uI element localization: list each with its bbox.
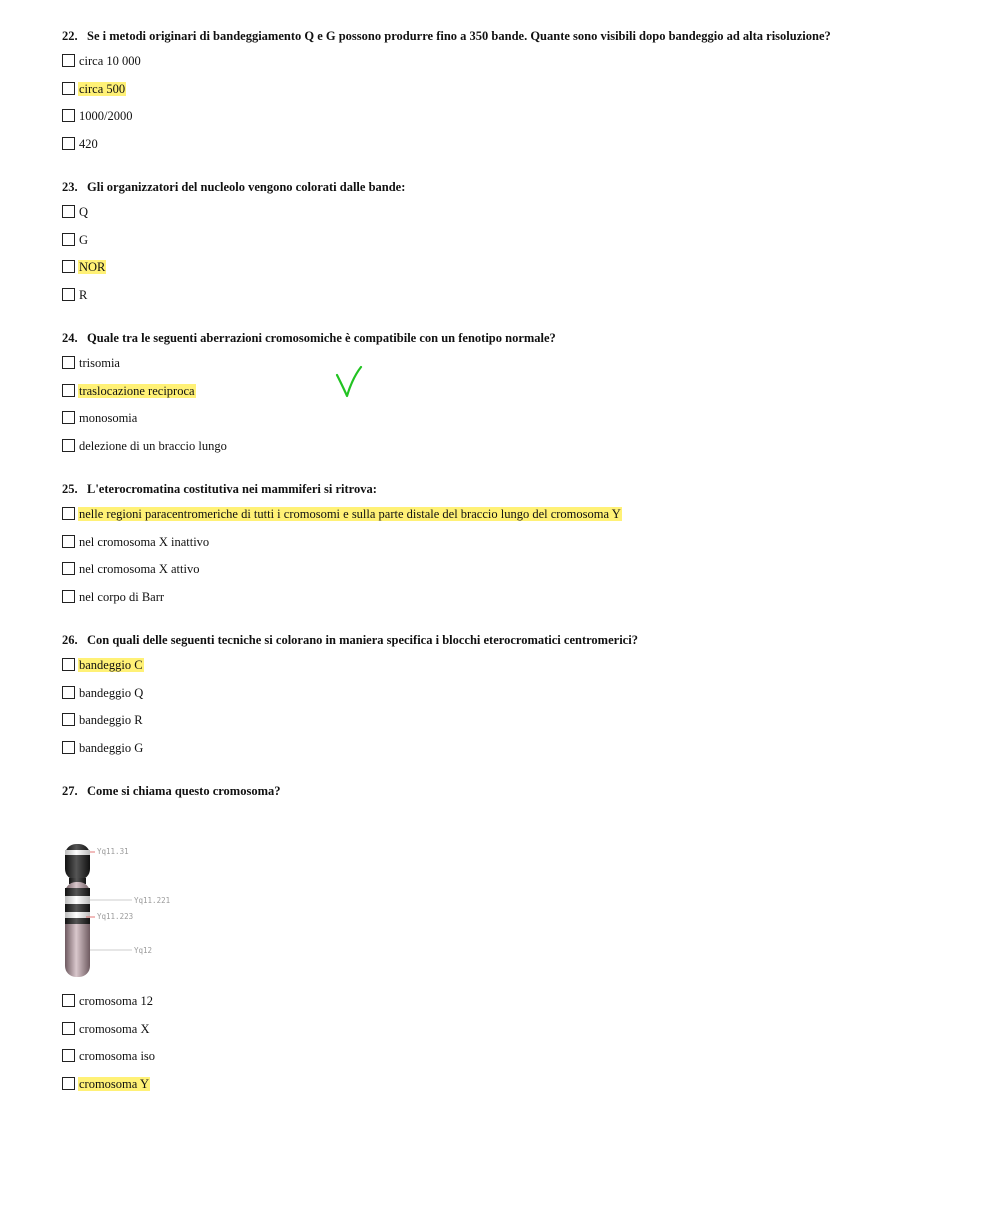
option-label: nel cromosoma X inattivo: [79, 534, 210, 549]
question-25: [62, 481, 962, 617]
option-label: monosomia: [79, 411, 138, 426]
option-label: G: [79, 232, 89, 247]
option-item[interactable]: [62, 658, 962, 686]
option-checkbox[interactable]: [62, 233, 75, 246]
option-checkbox[interactable]: [62, 1022, 75, 1035]
option-label: bandeggio Q: [79, 685, 144, 700]
question-title: [62, 632, 962, 648]
option-label: cromosoma X: [79, 1021, 150, 1036]
option-checkbox[interactable]: [62, 54, 75, 67]
option-checkbox[interactable]: [62, 713, 75, 726]
option-label: 420: [79, 136, 98, 151]
option-item[interactable]: [62, 686, 962, 714]
option-label: nel corpo di Barr: [79, 589, 165, 604]
option-item[interactable]: [62, 233, 962, 261]
option-item[interactable]: [62, 137, 962, 165]
option-item[interactable]: [62, 713, 962, 741]
options-list: [62, 205, 962, 315]
option-label-highlighted: traslocazione reciproca: [79, 383, 195, 398]
option-label: circa 10 000: [79, 54, 141, 68]
option-item[interactable]: [62, 535, 962, 563]
option-checkbox[interactable]: [62, 82, 75, 95]
question-number: 24.: [62, 331, 78, 345]
option-checkbox[interactable]: [62, 109, 75, 122]
options-list: [62, 994, 962, 1104]
question-23: [62, 179, 962, 315]
option-label: cromosoma iso: [79, 1049, 156, 1064]
options-list: [62, 658, 962, 768]
option-checkbox[interactable]: [62, 741, 75, 754]
question-number: 22.: [62, 29, 78, 43]
question-title: [62, 330, 962, 346]
option-label-highlighted: nelle regioni paracentromeriche di tutti i cromosomi e sulla parte distale del braccio lungo del cromosoma Y: [79, 507, 621, 521]
option-label: bandeggio G: [79, 740, 144, 755]
question-text: Come si chiama questo cromosoma?: [87, 784, 281, 798]
option-checkbox[interactable]: [62, 535, 75, 548]
option-label-highlighted: cromosoma Y: [79, 1076, 150, 1091]
option-checkbox[interactable]: [62, 260, 75, 273]
option-checkbox[interactable]: [62, 439, 75, 452]
option-item[interactable]: [62, 54, 962, 82]
option-item[interactable]: [62, 288, 962, 316]
option-item[interactable]: [62, 205, 962, 233]
option-checkbox[interactable]: [62, 205, 75, 218]
option-item[interactable]: [62, 562, 962, 590]
option-checkbox[interactable]: [62, 384, 75, 397]
option-label-highlighted: bandeggio C: [79, 658, 143, 672]
option-checkbox[interactable]: [62, 1077, 75, 1090]
option-item[interactable]: [62, 82, 962, 110]
option-checkbox[interactable]: [62, 994, 75, 1007]
band-label: Yq11.31: [97, 847, 129, 856]
question-number: 27.: [62, 784, 78, 798]
chromosome-diagram: [62, 842, 192, 982]
question-24: [62, 330, 962, 466]
question-text: L'eterocromatina costitutiva nei mammiferi si ritrova:: [87, 482, 377, 496]
option-item[interactable]: [62, 507, 962, 535]
option-checkbox[interactable]: [62, 507, 75, 520]
option-checkbox[interactable]: [62, 356, 75, 369]
question-number: 23.: [62, 180, 78, 194]
question-text: Con quali delle seguenti tecniche si colorano in maniera specifica i blocchi eterocromatici centromerici?: [87, 633, 638, 647]
question-title: [62, 28, 962, 44]
band-label: Yq12: [134, 946, 153, 955]
option-item[interactable]: [62, 411, 962, 439]
question-26: [62, 632, 962, 768]
option-label: trisomia: [79, 356, 120, 370]
chromosome-short-arm: [65, 844, 90, 880]
option-checkbox[interactable]: [62, 137, 75, 150]
options-list: [62, 54, 962, 164]
band-label: Yq11.221: [134, 896, 171, 905]
question-title: [62, 179, 962, 195]
question-title: [62, 783, 962, 799]
question-27: [62, 783, 962, 799]
option-checkbox[interactable]: [62, 590, 75, 603]
option-item[interactable]: [62, 1022, 962, 1050]
option-label-highlighted: circa 500: [79, 81, 126, 96]
option-item[interactable]: [62, 384, 962, 412]
checkmark-icon: [333, 365, 363, 399]
band-label: Yq11.223: [97, 912, 134, 921]
question-number: 26.: [62, 633, 78, 647]
options-list: [62, 356, 962, 466]
option-item[interactable]: [62, 994, 962, 1022]
question-text: Se i metodi originari di bandeggiamento Q e G possono produrre fino a 350 bande. Quante sono visibili dopo bandeggio ad alta risoluzione?: [87, 29, 831, 43]
question-22: [62, 28, 962, 164]
option-label: delezione di un braccio lungo: [79, 438, 227, 453]
option-label: Q: [79, 205, 89, 219]
chromosome-long-arm: [65, 882, 90, 977]
option-item[interactable]: [62, 1049, 962, 1077]
option-checkbox[interactable]: [62, 411, 75, 424]
option-label: cromosoma 12: [79, 994, 153, 1008]
question-number: 25.: [62, 482, 78, 496]
option-checkbox[interactable]: [62, 562, 75, 575]
option-item[interactable]: [62, 1077, 962, 1105]
option-label: R: [79, 287, 88, 302]
question-text: Gli organizzatori del nucleolo vengono colorati dalle bande:: [87, 180, 406, 194]
option-item[interactable]: [62, 109, 962, 137]
option-item[interactable]: [62, 590, 962, 618]
option-checkbox[interactable]: [62, 686, 75, 699]
option-item[interactable]: [62, 356, 962, 384]
option-label-highlighted: NOR: [79, 260, 106, 275]
options-list: [62, 507, 962, 617]
option-label: 1000/2000: [79, 109, 133, 124]
question-27-options: [62, 994, 962, 1104]
option-checkbox[interactable]: [62, 658, 75, 671]
option-checkbox[interactable]: [62, 1049, 75, 1062]
option-item[interactable]: [62, 741, 962, 769]
option-item[interactable]: [62, 439, 962, 467]
option-item[interactable]: [62, 260, 962, 288]
option-checkbox[interactable]: [62, 288, 75, 301]
question-title: [62, 481, 962, 497]
option-label: nel cromosoma X attivo: [79, 562, 200, 577]
question-text: Quale tra le seguenti aberrazioni cromosomiche è compatibile con un fenotipo normale?: [87, 331, 556, 345]
option-label: bandeggio R: [79, 713, 143, 728]
